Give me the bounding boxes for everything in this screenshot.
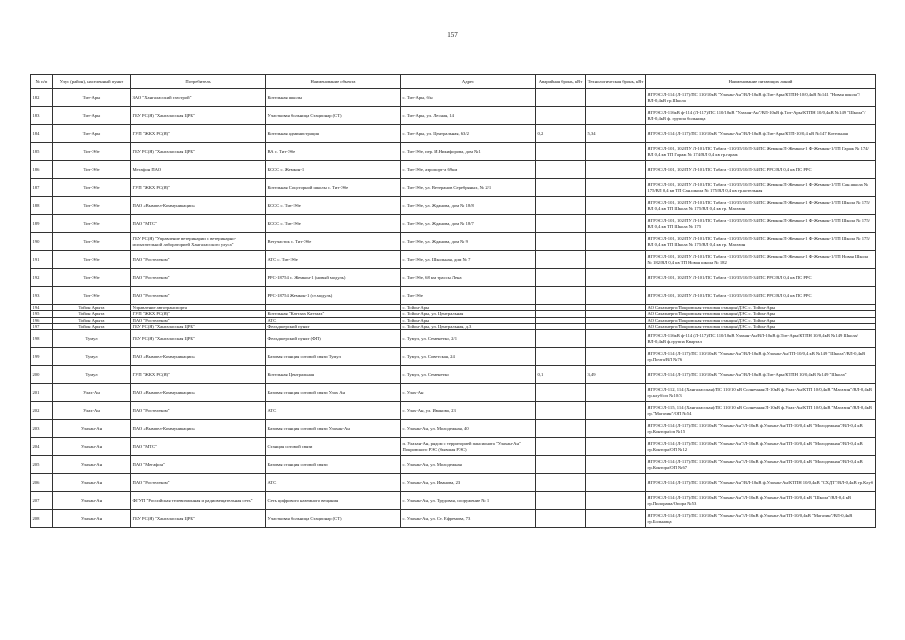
table-row xyxy=(31,474,876,492)
cell-settlement: Улахан-Ан xyxy=(53,492,131,510)
cell-settlement: Улахан-Ан xyxy=(53,438,131,456)
cell-tech-reserve xyxy=(586,251,646,269)
cell-tech-reserve: 5,34 xyxy=(586,125,646,143)
page-number: 157 xyxy=(447,31,458,39)
cell-feeder-lines: ЯГРЭС/Л-114 (Л-117)/ПС 110/10кВ "Улахан-Ан"/Л-10кВ ф.Улахан-Ан/ТП-10/0,4 кВ "Школа"/ВЛ-0,4 кВ гр.Пилорама/Опора №53 xyxy=(646,492,876,510)
cell-object-name: Базовая станция сотовой связи Улах Ан xyxy=(266,384,401,402)
cell-object-name: АТС xyxy=(266,402,401,420)
cell-emergency-reserve xyxy=(536,251,586,269)
cell-consumer: ГБУ РС(Я) "Хангаласская ЦРБ" xyxy=(131,330,266,348)
cell-consumer: ГУП "ЖКХ РС(Я)" xyxy=(131,366,266,384)
cell-emergency-reserve xyxy=(536,420,586,438)
table-row xyxy=(31,251,876,269)
cell-object-name: Базовая станция сотовой связи xyxy=(266,456,401,474)
table-row xyxy=(31,269,876,287)
cell-number: 187 xyxy=(31,179,53,197)
cell-address: с. Тойон-Ары xyxy=(401,317,536,323)
cell-address: с. Улахан-Ан, ул. Ст. Ефремова, 73 xyxy=(401,510,536,528)
table-row xyxy=(31,143,876,161)
cell-object-name: Котельная Соцсторной школы с. Тит-Эбе xyxy=(266,179,401,197)
cell-number: 183 xyxy=(31,107,53,125)
cell-address: с. Тит-Эбе, пер. И.Никифорова, дом №1 xyxy=(401,143,536,161)
cell-consumer: ЗАО "Хангаласский газстрой" xyxy=(131,89,266,107)
cell-emergency-reserve xyxy=(536,143,586,161)
table-row xyxy=(31,215,876,233)
table-row xyxy=(31,348,876,366)
cell-number: 204 xyxy=(31,438,53,456)
cell-feeder-lines: ЯГРЭС/Л-114 (Л-117)/ПС 110/10кВ "Улахан-Ан"/ВЛ-10кВ ф.Тит-Ары/КТПН 10/0,4кВ №149 "Школа" xyxy=(646,366,876,384)
cell-emergency-reserve xyxy=(536,269,586,287)
cell-emergency-reserve xyxy=(536,287,586,305)
cell-object-name: АТС с. Тит-Эбе xyxy=(266,251,401,269)
cell-feeder-lines: ЯГРЭС/Л-101, 102/ПУ Л-101/ПС Табага -110/35/10/Л-34/ПС РРС/ВЛ 0,4 кв ПС РРС xyxy=(646,287,876,305)
cell-object-name: БССС с. Жемкон-1 xyxy=(266,161,401,179)
cell-address: с. Улах-Ан, ул. Иванова, 23 xyxy=(401,402,536,420)
cell-emergency-reserve xyxy=(536,179,586,197)
cell-feeder-lines: ЯГРЭС/Л-101, 102/ПУ Л-101/ПС Табага -110/35/10/Л-34/ПС РРС/ВЛ 0,4 кв ПС РРС xyxy=(646,269,876,287)
table-row xyxy=(31,384,876,402)
cell-address: с. Улахан-Ан, ул. Иванова, 23 xyxy=(401,474,536,492)
cell-object-name: БССС с. Тит-Эбе xyxy=(266,197,401,215)
header-emergency-reserve: Аварийная бронь, кВт xyxy=(536,75,586,89)
cell-emergency-reserve xyxy=(536,330,586,348)
cell-consumer: Управление автотранспорта xyxy=(131,305,266,311)
cell-settlement: Тойон Арыта xyxy=(53,323,131,329)
table-row xyxy=(31,125,876,143)
cell-tech-reserve xyxy=(586,510,646,528)
cell-number: 188 xyxy=(31,197,53,215)
cell-emergency-reserve xyxy=(536,161,586,179)
table-row xyxy=(31,197,876,215)
cell-consumer: ПАО «Вымпел-Коммуникации» xyxy=(131,348,266,366)
cell-emergency-reserve xyxy=(536,215,586,233)
cell-emergency-reserve xyxy=(536,438,586,456)
cell-settlement: Тит-Ары xyxy=(53,125,131,143)
cell-address: с. Тит-Ары, ул. Центральная, 63/2 xyxy=(401,125,536,143)
cell-consumer: ПАО «Вымпел-Коммуникации» xyxy=(131,384,266,402)
cell-address: с. Тит-Эбе, ул. Ветеранов Серебряных, № 2/1 xyxy=(401,179,536,197)
cell-address: с. Тойон-Ары, ул. Центральная, д.3 xyxy=(401,323,536,329)
cell-feeder-lines: ЯГРЭС/Л-101, 102/ПУ Л-101/ПС Табага -110/35/10/Л-34/ПС Жемкон/Л-Жемкон-1 Ф-Жемкон-1/ТП Школа № 175/ВЛ 0,4 кв ТП Школа № 175/ВЛ 0,4 кв гр. Магазин xyxy=(646,197,876,215)
cell-object-name: Базовая станция сотовой связи Тумул xyxy=(266,348,401,366)
cell-settlement: Тит-Эбе xyxy=(53,269,131,287)
cell-settlement: Тойон Арыта xyxy=(53,311,131,317)
cell-object-name: Котельная Центральная xyxy=(266,366,401,384)
cell-number: 203 xyxy=(31,420,53,438)
cell-feeder-lines: АО Сахаэнерго/Покровская тепловая станция/ДЭС с. Тойон-Ары xyxy=(646,305,876,311)
cell-object-name: Станция сотовой связи xyxy=(266,438,401,456)
cell-tech-reserve xyxy=(586,348,646,366)
cell-settlement: Тойон Арыта xyxy=(53,317,131,323)
cell-feeder-lines: ЯГРЭС/Л-114 (Л-117)/ПС 110/10кВ "Улахан-Ан"/Л-10кВ ф.Улахан-Ан/ТП-10/0,4 кВ "Молодежная"/ВЛ-0,4 кВ гр.Контора/ОП №67 xyxy=(646,456,876,474)
cell-emergency-reserve: 0,2 xyxy=(536,125,586,143)
cell-address: с. Улахан-Ан, ул. Молодежная xyxy=(401,456,536,474)
cell-feeder-lines: АО Сахаэнерго/Покровская тепловая станция/ДЭС с. Тойон-Ары xyxy=(646,317,876,323)
cell-settlement: Тит-Эбе xyxy=(53,251,131,269)
cell-feeder-lines: ЯГРЭС/Л-114 (Л-117)/ПС 110/10кВ "Улахан-Ан"/ВЛ-10кВ ф.Улахан-Ан/КТПН 10/0,4кВ "СХДТ"/ВЛ-0,4кВ гр.Клуб xyxy=(646,474,876,492)
header-place: Улус (район), населенный пункт xyxy=(53,75,131,89)
cell-emergency-reserve xyxy=(536,456,586,474)
cell-settlement: Тойон Арыта xyxy=(53,305,131,311)
cell-number: 205 xyxy=(31,456,53,474)
cell-settlement: Тит-Эбе xyxy=(53,287,131,305)
table-header-row xyxy=(31,75,876,89)
header-tech-reserve: Технологическая бронь, кВт xyxy=(586,75,646,89)
table-row xyxy=(31,107,876,125)
cell-address: с. Тумул, ул. Семенетко, 2/1 xyxy=(401,330,536,348)
cell-object-name: Фельдшерский пункт (ФП) xyxy=(266,330,401,348)
cell-number: 185 xyxy=(31,143,53,161)
table-row xyxy=(31,179,876,197)
cell-feeder-lines: АО Сахаэнерго/Покровская тепловая станция/ДЭС с. Тойон-Ары xyxy=(646,323,876,329)
cell-tech-reserve xyxy=(586,456,646,474)
cell-feeder-lines: ЯГРЭС/Л-115, 114 (Хангаласская)/ПС 110/10 кВ Солнечная/Л-10кВ ф.Улах-Ан/КТП 10/0,4кВ "Магазин"/ВЛ-0,4кВ гр."Магазин"/ОП №54 xyxy=(646,402,876,420)
cell-object-name: Сеть цифрового наземного вещания xyxy=(266,492,401,510)
cell-tech-reserve xyxy=(586,197,646,215)
cell-feeder-lines: ЯГРЭС/Л-114 (Л-117)/ПС 110/10кВ "Улахан-Ан"/ВЛ-10кВ ф.Тит-Ары/КТПН-10/0,4кВ №141 "Новая школа"/ВЛ-0,4кВ гр.Школа xyxy=(646,89,876,107)
cell-object-name: Котельная администрация xyxy=(266,125,401,143)
cell-number: 200 xyxy=(31,366,53,384)
cell-address: с. Тит-Ары, ул. Лесная, 14 xyxy=(401,107,536,125)
cell-tech-reserve xyxy=(586,420,646,438)
cell-tech-reserve xyxy=(586,438,646,456)
cell-consumer: ПАО «Вымпел-Коммуникации» xyxy=(131,197,266,215)
cell-tech-reserve: 3,49 xyxy=(586,366,646,384)
cell-emergency-reserve xyxy=(536,510,586,528)
cell-emergency-reserve xyxy=(536,233,586,251)
cell-address: с. Улах-Ан xyxy=(401,384,536,402)
cell-feeder-lines: АО Сахаэнерго/Покровская тепловая станция/ДЭС с. Тойон-Ары xyxy=(646,311,876,317)
cell-consumer: ПАО "Ростелеком" xyxy=(131,287,266,305)
cell-consumer: ПАО "Ростелеком" xyxy=(131,402,266,420)
cell-feeder-lines: ЯГРЭС/Л-101, 102/ПУ Л-101/ПС Табага -110/35/10/Л-34/ПС Жемкон/Л-Жемкон-1 Ф-Жемкон-1/ТП Школа № 175/ВЛ 0,4 кв ТП Школа № 175/ВЛ 0,4 кв гр. Магазин xyxy=(646,233,876,251)
cell-object-name: РРС-18754 Жемкон-1 (ст.модуль) xyxy=(266,287,401,305)
cell-tech-reserve xyxy=(586,179,646,197)
cell-emergency-reserve xyxy=(536,384,586,402)
cell-address: с. Тит-Эбе, ул. Школьная, дом № 7 xyxy=(401,251,536,269)
cell-settlement: Тумул xyxy=(53,348,131,366)
header-feeder-lines: Наименование питающих линий xyxy=(646,75,876,89)
cell-address: с. Тойон-Ары, ул. Центральная xyxy=(401,311,536,317)
cell-tech-reserve xyxy=(586,402,646,420)
cell-settlement: Улахан-Ан xyxy=(53,510,131,528)
cell-feeder-lines: ЯГРЭС/Л-101, 102/ПУ Л-101/ПС Табага -110/35/10/Л-34/ПС Жемкон/Л-Жемкон-1 Ф-Жемкон-1/ТП Новая Школа № 182/ВЛ 0,4 кв ТП Новая школа № 182 xyxy=(646,251,876,269)
cell-number: 184 xyxy=(31,125,53,143)
cell-address: с. Тит-Эбе, ул. Жданова, дом № 18/8 xyxy=(401,197,536,215)
cell-number: 189 xyxy=(31,215,53,233)
header-address: Адрес xyxy=(401,75,536,89)
cell-consumer: ПАО "Мегафон" xyxy=(131,456,266,474)
cell-emergency-reserve xyxy=(536,474,586,492)
table-row xyxy=(31,402,876,420)
table-row xyxy=(31,330,876,348)
cell-settlement: Улахан-Ан xyxy=(53,456,131,474)
cell-number: 182 xyxy=(31,89,53,107)
cell-number: 197 xyxy=(31,323,53,329)
cell-settlement: Тумул xyxy=(53,366,131,384)
cell-settlement: Тит-Эбе xyxy=(53,215,131,233)
cell-number: 207 xyxy=(31,492,53,510)
cell-number: 192 xyxy=(31,269,53,287)
cell-feeder-lines: ЯГРЭС/Л-101, 102/ПУ Л-101/ПС Табага -110/35/10/Л-34/ПС РРС/ВЛ 0,4 кв ПС РРС xyxy=(646,161,876,179)
table-row xyxy=(31,311,876,317)
cell-consumer: ПАО "Ростелеком" xyxy=(131,474,266,492)
table-body xyxy=(31,89,876,528)
cell-object-name: Ветучасток с. Тит-Эбе xyxy=(266,233,401,251)
cell-feeder-lines: ЯГРЭС/Л-101, 102/ПУ Л-101/ПС Табага -110/35/10/Л-34/ПС Жемкон/Л-Жемкон-1 Ф-Жемкон-1/ТП Сан.школа № 175/ВЛ 0,4 кв ТП Сан.школа № 175/ВЛ 0,4 кв гр.котельная xyxy=(646,179,876,197)
cell-consumer: ГБУ РС(Я) "Хангаласская ЦРБ" xyxy=(131,323,266,329)
cell-tech-reserve xyxy=(586,233,646,251)
cell-consumer: ПАО "МТС" xyxy=(131,215,266,233)
cell-number: 199 xyxy=(31,348,53,366)
cell-tech-reserve xyxy=(586,474,646,492)
cell-object-name: Участковая больница Стационар (СТ) xyxy=(266,510,401,528)
table-row xyxy=(31,366,876,384)
cell-tech-reserve xyxy=(586,215,646,233)
cell-address: с. Улахан-Ан, ул. Трудовая, сооружение № 1 xyxy=(401,492,536,510)
cell-settlement: Тит-Эбе xyxy=(53,143,131,161)
cell-emergency-reserve: 0,1 xyxy=(536,366,586,384)
header-consumer: Потребитель xyxy=(131,75,266,89)
cell-number: 195 xyxy=(31,311,53,317)
cell-emergency-reserve xyxy=(536,197,586,215)
cell-object-name: Фельдшерский пункт xyxy=(266,323,401,329)
cell-tech-reserve xyxy=(586,492,646,510)
cell-address: с. Тит-Эбе, ул. Жданова, дом № 18/7 xyxy=(401,215,536,233)
cell-consumer: ГУП "ЖКХ РС(Я)" xyxy=(131,179,266,197)
cell-object-name: ВА с. Тит-Эбе xyxy=(266,143,401,161)
cell-address: с. Тумул, ул. Семенетко xyxy=(401,366,536,384)
cell-tech-reserve xyxy=(586,287,646,305)
cell-address: с. Тит-Эбе, ул. Жданова, дом № 9 xyxy=(401,233,536,251)
cell-consumer: ГУП "ЖКХ РС(Я)" xyxy=(131,125,266,143)
header-object: Наименование объекта xyxy=(266,75,401,89)
cell-settlement: Улах-Ан xyxy=(53,402,131,420)
cell-settlement: Улахан-Ан xyxy=(53,474,131,492)
cell-number: 193 xyxy=(31,287,53,305)
cell-tech-reserve xyxy=(586,89,646,107)
cell-emergency-reserve xyxy=(536,492,586,510)
cell-settlement: Тумул xyxy=(53,330,131,348)
cell-consumer: ГБУ РС(Я) "Управление ветеринарии с ветеринарно-испытательной лабораторией Хангаласского улуса" xyxy=(131,233,266,251)
cell-address: с. Улахан-Ан, ул. Молодежная, 40 xyxy=(401,420,536,438)
cell-number: 191 xyxy=(31,251,53,269)
cell-address: с. Тит-Эбе, аэропорт-а 69км xyxy=(401,161,536,179)
cell-feeder-lines: ЯГРЭС/Л-112, 114 (Хангаласская)/ПС 110/10 кВ Солнечная/Л-10кВ ф.Улах-Ан/КТП 10/0,4кВ "Магазин"/ВЛ-0,4кВ гр.клуб/оп №10/3 xyxy=(646,384,876,402)
table-row xyxy=(31,510,876,528)
cell-object-name: Котельная школы xyxy=(266,89,401,107)
cell-tech-reserve xyxy=(586,161,646,179)
table-row xyxy=(31,161,876,179)
cell-object-name: Котельная "Каттаах Каттаах" xyxy=(266,311,401,317)
cell-settlement: Тит-Эбе xyxy=(53,197,131,215)
cell-emergency-reserve xyxy=(536,107,586,125)
cell-number: 206 xyxy=(31,474,53,492)
cell-emergency-reserve xyxy=(536,89,586,107)
cell-number: 208 xyxy=(31,510,53,528)
cell-consumer: ПАО "Ростелеком" xyxy=(131,269,266,287)
cell-object-name: АТС xyxy=(266,474,401,492)
cell-address: с. Тит-Эбе, 68 км трассы Лена xyxy=(401,269,536,287)
table-row xyxy=(31,287,876,305)
cell-consumer: ПАО "МТС" xyxy=(131,438,266,456)
cell-tech-reserve xyxy=(586,107,646,125)
cell-object-name: БССС с. Тит-Эбе xyxy=(266,215,401,233)
cell-number: 198 xyxy=(31,330,53,348)
cell-number: 201 xyxy=(31,384,53,402)
cell-consumer: ГУП "ЖКХ РС(Я)" xyxy=(131,311,266,317)
cell-number: 194 xyxy=(31,305,53,311)
cell-number: 196 xyxy=(31,317,53,323)
cell-consumer: Мегафон ПАО xyxy=(131,161,266,179)
cell-address: с. Тойон-Ары xyxy=(401,305,536,311)
reservation-table xyxy=(30,74,876,528)
header-num: № п/п xyxy=(31,75,53,89)
cell-consumer: ГБУ РС(Я) "Хангаласская ЦРБ" xyxy=(131,510,266,528)
cell-number: 202 xyxy=(31,402,53,420)
cell-number: 186 xyxy=(31,161,53,179)
cell-settlement: Тит-Ары xyxy=(53,89,131,107)
cell-settlement: Тит-Эбе xyxy=(53,179,131,197)
cell-emergency-reserve xyxy=(536,348,586,366)
cell-tech-reserve xyxy=(586,330,646,348)
cell-settlement: Тит-Эбе xyxy=(53,233,131,251)
cell-consumer: ПАО "Ростелеком" xyxy=(131,251,266,269)
cell-feeder-lines: ЯГРЭС/Л-114 (Л-117)/ПС 110/10кВ "Улахан-Ан"/Л-10кВ ф.Улахан-Ан/ТП-10/0,4кВ "Магазин"/ВЛ-0,4кВ гр.Больница xyxy=(646,510,876,528)
table-row xyxy=(31,456,876,474)
table-row xyxy=(31,233,876,251)
cell-feeder-lines: ЯГРЭС/Л-116кВ ф-114 (Л-117)/ПС 110/10кВ Улахан-Ан/ВЛ-10кВ ф.Тит-Ары/КТПН 10/0,4кВ №149 Школа/ВЛ-0,4кВ ф.группа Квартал xyxy=(646,330,876,348)
cell-consumer: ГБУ РС(Я) "Хангаласская ЦРБ" xyxy=(131,143,266,161)
cell-object-name: АТС xyxy=(266,317,401,323)
table-row xyxy=(31,323,876,329)
cell-object-name: Базовая станция сотовой связи Улахан-Ан xyxy=(266,420,401,438)
cell-feeder-lines: ЯГРЭС/Л-114 (Л-117)/ПС 110/10кВ "Улахан-Ан"/Л-10кВ ф.Улахан-Ан/ТП-10/0,4 кВ "Молодежная"/ВЛ-0,4 кВ гр.Контора/оп №15 xyxy=(646,420,876,438)
cell-feeder-lines: ЯГРЭС/Л-114 (Л-117)/ПС 110/10кВ "Улахан-Ан"/ВЛ-10кВ ф.Улахан-Ан/ТП-10/0,4 кВ №149 "Школа"/ВЛ-0,4кВ гр.Почта/ВЛ №76 xyxy=(646,348,876,366)
cell-feeder-lines: ЯГРЭС/Л-116кВ ф-114 (Л-117)/ПС 110/10кВ "Улахан-Ан"/ВЛ-10кВ ф.Тит-Ары/КТПН 10/0,4кВ №149 "Школа"/ВЛ-0,4кВ ф. группа больница xyxy=(646,107,876,125)
cell-address: с. Тит-Эбе xyxy=(401,287,536,305)
cell-tech-reserve xyxy=(586,384,646,402)
cell-feeder-lines: ЯГРЭС/Л-101, 102/ПУ Л-101/ПС Табага -110/35/10/Л-34/ПС Жемкон/Л-Жемкон-1 Ф-Жемкон-1/ТП Школа № 175/ВЛ 0,4 кв ТП Школа № 175 xyxy=(646,215,876,233)
cell-settlement: Улахан-Ан xyxy=(53,420,131,438)
cell-consumer: ГБУ РС(Я) "Хангаласская ЦРБ" xyxy=(131,107,266,125)
table-row xyxy=(31,438,876,456)
table-row xyxy=(31,492,876,510)
table-row xyxy=(31,420,876,438)
cell-feeder-lines: ЯГРЭС/Л-114 (Л-117)/ПС 110/10кВ "Улахан-Ан"/ВЛ-10кВ ф.Тит-Ары/КТП-10/0,4 кВ №147 Котельная xyxy=(646,125,876,143)
cell-feeder-lines: ЯГРЭС/Л-114 (Л-117)/ПС 110/10кВ "Улахан-Ан"/Л-10кВ ф.Улахан-Ан/ТП-10/0,4 кВ "Молодежная"/ВЛ-0,4 кВ гр.Контора/ОП №12 xyxy=(646,438,876,456)
cell-emergency-reserve xyxy=(536,402,586,420)
cell-address: с. Тит-Ары, б/н xyxy=(401,89,536,107)
cell-object-name: Участковая больница Стационар (СТ) xyxy=(266,107,401,125)
cell-tech-reserve xyxy=(586,269,646,287)
cell-address: п. Улахан-Ан, рядом с территорией пансионата "Улахан-Ан" Покровского РЭС (бывшая РЭС) xyxy=(401,438,536,456)
cell-settlement: Улах-Ан xyxy=(53,384,131,402)
table-row xyxy=(31,89,876,107)
cell-feeder-lines: ЯГРЭС/Л-101, 102/ПУ Л-101/ПС Табага -110/35/10/Л-34/ПС Жемкон/Л-Жемкон-1 Ф-Жемкон-1/ТП Гараж № 174/ВЛ 0,4 кв ТП Гараж № 174/ВЛ 0,4 кв гр.гараж xyxy=(646,143,876,161)
cell-consumer: ПАО «Вымпел-Коммуникации» xyxy=(131,420,266,438)
cell-address: с. Тумул, ул. Советская, 24 xyxy=(401,348,536,366)
cell-settlement: Тит-Ары xyxy=(53,107,131,125)
cell-settlement: Тит-Эбе xyxy=(53,161,131,179)
cell-consumer: ФГУП "Российская телевизионная и радиовещательная сеть" xyxy=(131,492,266,510)
cell-number: 190 xyxy=(31,233,53,251)
cell-tech-reserve xyxy=(586,143,646,161)
cell-consumer: ПАО "Ростелеком" xyxy=(131,317,266,323)
cell-object-name: РРС-18754 с. Жемкон-1 (новый модуль) xyxy=(266,269,401,287)
